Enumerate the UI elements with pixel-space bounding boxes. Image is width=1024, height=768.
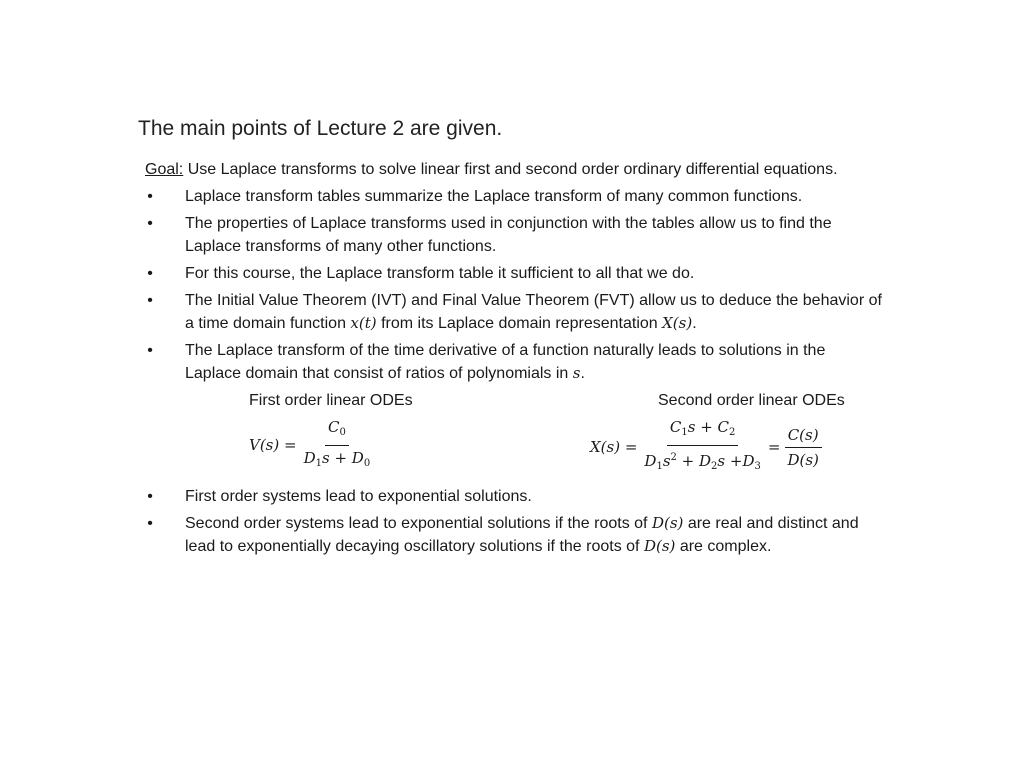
bullet-icon: • [147, 292, 153, 309]
bullet-text: First order systems lead to exponential solutions. [185, 488, 532, 505]
bullet-item [145, 485, 885, 508]
math-symbol: s +D [717, 452, 755, 470]
equation-lhs: V(s) = [249, 436, 297, 454]
equals-sign: = [767, 437, 781, 456]
bullet-text: The properties of Laplace transforms used in conjunction with the tables allow us to find the Laplace transforms of many other functions. [185, 215, 832, 255]
fraction-numerator: C(s) [785, 425, 822, 448]
ode-equations [145, 389, 885, 479]
math-subscript: 1 [656, 461, 663, 472]
math-laplace-function: X(s) [662, 314, 693, 332]
bullet-item-ivt [145, 289, 885, 335]
second-order-label: Second order linear ODEs [658, 392, 845, 409]
math-symbol: s + D [321, 449, 364, 467]
second-order-equation [590, 417, 826, 477]
bullet-icon: • [147, 515, 153, 532]
fraction-denominator [301, 446, 374, 474]
bullet-list-bottom [145, 485, 885, 558]
goal-text: Use Laplace transforms to solve linear first and second order ordinary differential equations. [183, 161, 838, 178]
math-symbol: D [303, 449, 316, 467]
math-symbol: D [644, 452, 657, 470]
math-symbol: C [669, 418, 682, 436]
math-subscript: 1 [681, 427, 688, 438]
fraction [641, 417, 763, 477]
math-subscript: 0 [363, 458, 371, 469]
bullet-item [145, 212, 885, 258]
bullet-text: Second order systems lead to exponential solutions if the roots of [185, 515, 652, 532]
bullet-text: Laplace transform tables summarize the Laplace transform of many common functions. [185, 188, 803, 205]
math-subscript: 0 [339, 427, 346, 438]
math-subscript: 2 [729, 427, 736, 438]
first-order-label: First order linear ODEs [249, 392, 413, 409]
fraction-denominator: D(s) [787, 450, 819, 469]
goal-statement [145, 158, 885, 181]
math-subscript: 3 [754, 461, 761, 472]
math-symbol: s + C [687, 418, 730, 436]
bullet-icon: • [147, 342, 153, 359]
bullet-icon: • [147, 215, 153, 232]
equation-lhs: X(s) = [590, 437, 638, 456]
bullet-item [145, 262, 885, 285]
math-subscript: 1 [315, 458, 322, 469]
bullet-text: The Laplace transform of the time derivative of a function naturally leads to solutions in the Laplace domain that consist of ratios of polynomials in [185, 342, 826, 382]
math-denominator-poly: D(s) [651, 514, 684, 532]
slide-content [145, 158, 885, 562]
bullet-item-derivative [145, 339, 885, 385]
bullet-text: are complex. [675, 538, 772, 555]
fraction-numerator [667, 417, 739, 446]
bullet-list-top [145, 185, 885, 385]
math-denominator-poly: D(s) [643, 537, 676, 555]
bullet-text: The Initial Value Theorem (IVT) and Final Value Theorem (FVT) allow us to deduce the behavior of a time domain function [185, 292, 882, 332]
bullet-icon: • [147, 488, 153, 505]
bullet-text: are real and distinct and lead to exponentially decaying oscillatory solutions if the roots of [185, 515, 859, 555]
math-variable-s: s [572, 364, 581, 382]
bullet-text: from its Laplace domain representation [376, 315, 663, 332]
math-time-function: x(t) [350, 314, 377, 332]
math-symbol: C [327, 418, 340, 436]
slide-title: The main points of Lecture 2 are given. [138, 117, 503, 140]
math-superscript: 2 [670, 452, 677, 463]
bullet-text: . [580, 365, 585, 382]
bullet-item [145, 185, 885, 208]
bullet-text: For this course, the Laplace transform table it sufficient to all that we do. [185, 265, 695, 282]
fraction [301, 417, 374, 474]
fraction-numerator [325, 417, 349, 446]
bullet-item-second-order [145, 512, 885, 558]
fraction-denominator [641, 446, 763, 477]
goal-label: Goal: [145, 161, 184, 178]
first-order-equation [249, 417, 377, 474]
bullet-icon: • [147, 265, 153, 282]
fraction [784, 425, 821, 470]
bullet-text: . [692, 315, 697, 332]
math-symbol: s [662, 452, 671, 470]
math-symbol: + D [676, 452, 712, 470]
math-subscript: 2 [711, 461, 718, 472]
bullet-icon: • [147, 188, 153, 205]
